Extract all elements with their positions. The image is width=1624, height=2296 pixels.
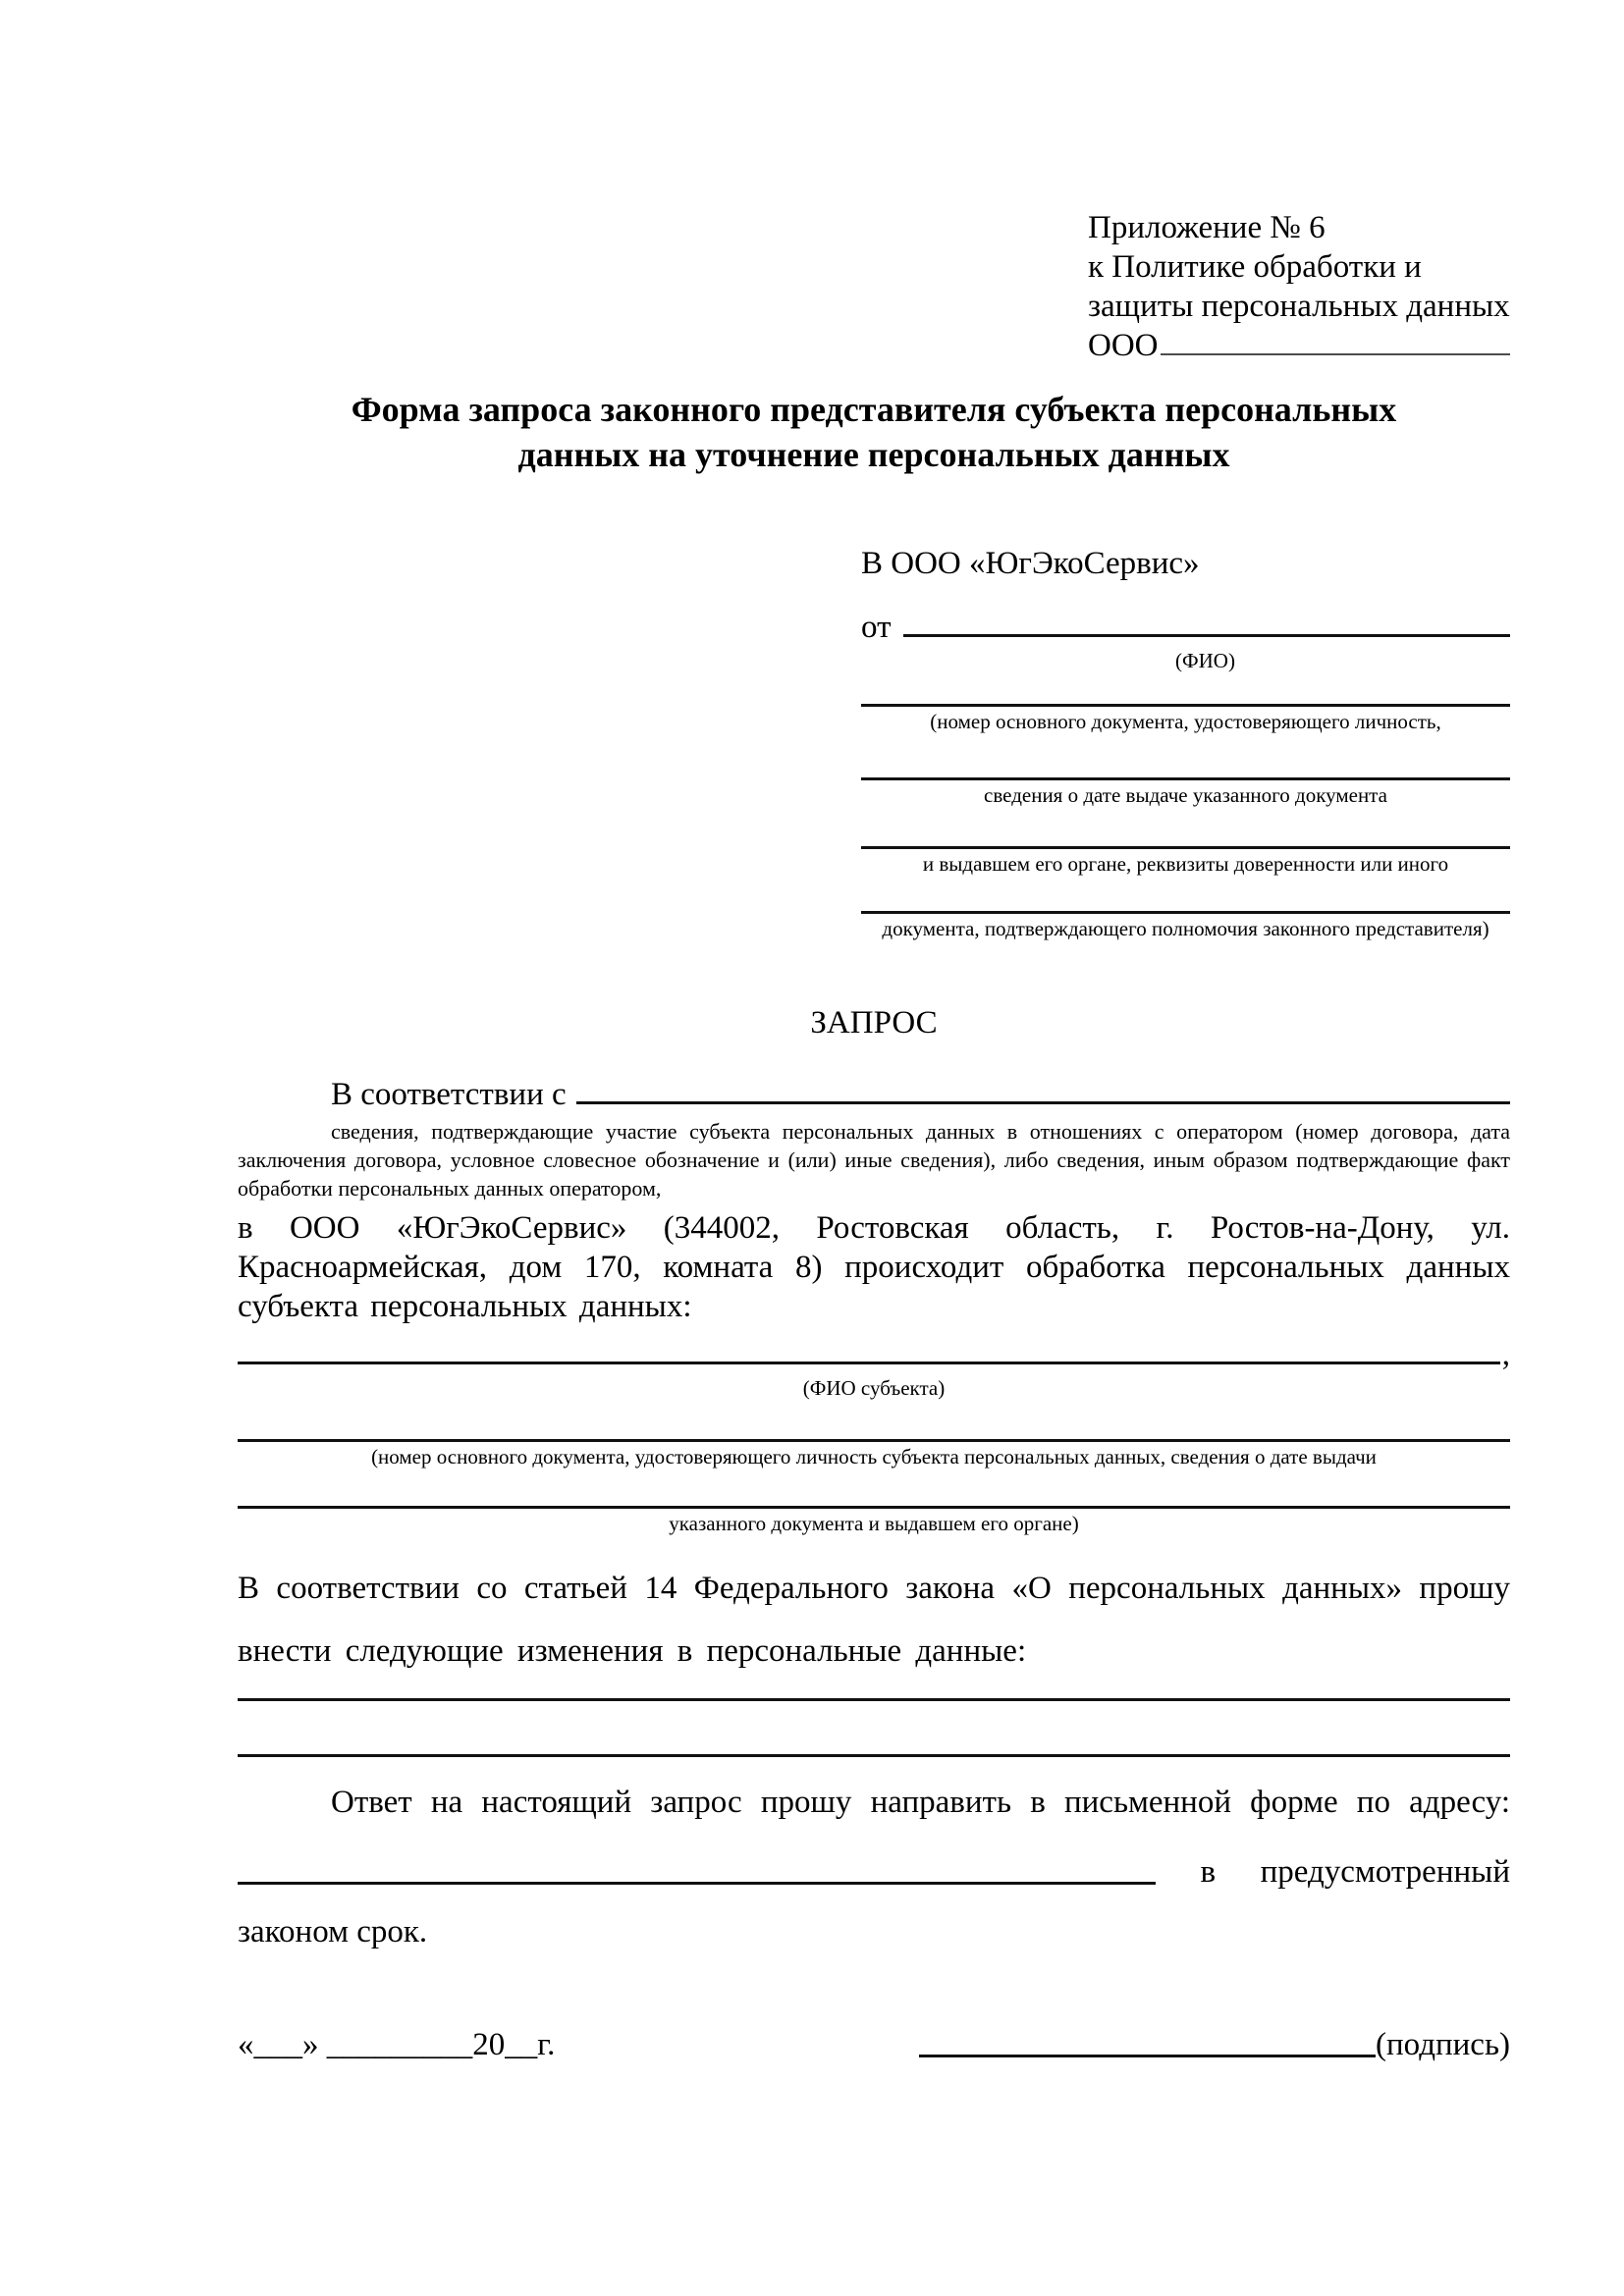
representative-doc-caption-3: и выдавшем его органе, реквизиты доверенности или иного (922, 852, 1449, 876)
signature-caption: (подпись) (1376, 2027, 1510, 2062)
subject-doc-caption-1: (номер основного документа, удостоверяющего личность субъекта персональных данных, сведения о дате выдачи (371, 1445, 1377, 1468)
reply-paragraph-line-3: законом срок. (238, 1914, 428, 1949)
appendix-header (1088, 208, 1510, 365)
request-heading: ЗАПРОС (810, 1005, 938, 1041)
representative-doc-caption-2: сведения о дате выдаче указанного документа (984, 783, 1387, 807)
signature-block (919, 2027, 1510, 2063)
changes-blank-line-1 (238, 1698, 1510, 1701)
article-paragraph: В соответствии со статьей 14 Федерального закона «О персональных данных» прошу внести следующие изменения в персональные данные: (238, 1571, 1510, 1669)
reply-address-blank-line (238, 1882, 1156, 1885)
subject-fio-caption: (ФИО субъекта) (802, 1376, 946, 1400)
date-blank: «___» _________20__г. (238, 2027, 556, 2062)
representative-doc-caption-4: документа, подтверждающего полномочия законного представителя) (882, 917, 1489, 940)
subject-fio-blank-line (238, 1328, 1500, 1364)
representative-doc-blank-line-3 (861, 846, 1510, 849)
document-content (238, 0, 1510, 2063)
appendix-line-2: к Политике обработки и (1088, 249, 1422, 285)
accordance-prefix: В соответствии с (331, 1077, 567, 1112)
changes-blank-line-2 (238, 1754, 1510, 1757)
operator-paragraph: в ООО «ЮгЭкоСервис» (344002, Ростовская область, г. Ростов-на-Дону, ул. Красноармейская, дом 170, комната 8) происходит обработка персональных данных субъекта персональных данных: (238, 1210, 1510, 1324)
reply-address-row (238, 1854, 1510, 1891)
addressee-block (861, 546, 1510, 940)
subject-doc-caption-2: указанного документа и выдавшем его органе) (669, 1512, 1079, 1535)
ooo-name-blank-line (1161, 353, 1511, 355)
appendix-line-1: Приложение № 6 (1088, 210, 1326, 245)
subject-fio-comma: , (1501, 1337, 1510, 1372)
reply-paragraph-line-1: Ответ на настоящий запрос прошу направить в письменной форме по адресу: (331, 1785, 1510, 1820)
from-fio-blank-line (903, 634, 1511, 637)
reply-word-1: в (1200, 1854, 1217, 1890)
reply-word-2: предусмотренный (1260, 1854, 1510, 1890)
addressee-to: В ООО «ЮгЭкоСервис» (861, 546, 1200, 581)
appendix-ooo-row (1088, 326, 1510, 365)
representative-doc-caption-1: (номер основного документа, удостоверяющего личность, (930, 710, 1441, 733)
representative-doc-blank-line-4 (861, 911, 1510, 914)
accordance-blank-line (576, 1101, 1510, 1104)
accordance-row (238, 1077, 1510, 1113)
accordance-footnote: сведения, подтверждающие участие субъекта персональных данных в отношениях с оператором (номер договора, дата заключения договора, условное словесное обозначение и (или) иные сведения), либо сведения, иным образом подтверждающие факт обработки персональных данных оператором, (238, 1119, 1510, 1201)
subject-doc-blank-line-2 (238, 1506, 1510, 1509)
page-title-line-1: Форма запроса законного представителя субъекта персональных (351, 390, 1397, 429)
representative-doc-blank-line-2 (861, 777, 1510, 780)
page-title-line-2: данных на уточнение персональных данных (517, 435, 1230, 474)
from-row (861, 610, 1510, 646)
footer-row (238, 2027, 1510, 2063)
subject-doc-blank-line-1 (238, 1439, 1510, 1442)
ooo-prefix: ООО (1088, 328, 1159, 363)
from-label: от (861, 610, 892, 645)
page-title (238, 387, 1510, 477)
representative-doc-blank-line-1 (861, 704, 1510, 707)
signature-blank-line (919, 2055, 1376, 2057)
appendix-line-3: защиты персональных данных (1088, 289, 1510, 324)
fio-caption: (ФИО) (1175, 649, 1235, 672)
subject-fio-row (238, 1328, 1510, 1373)
